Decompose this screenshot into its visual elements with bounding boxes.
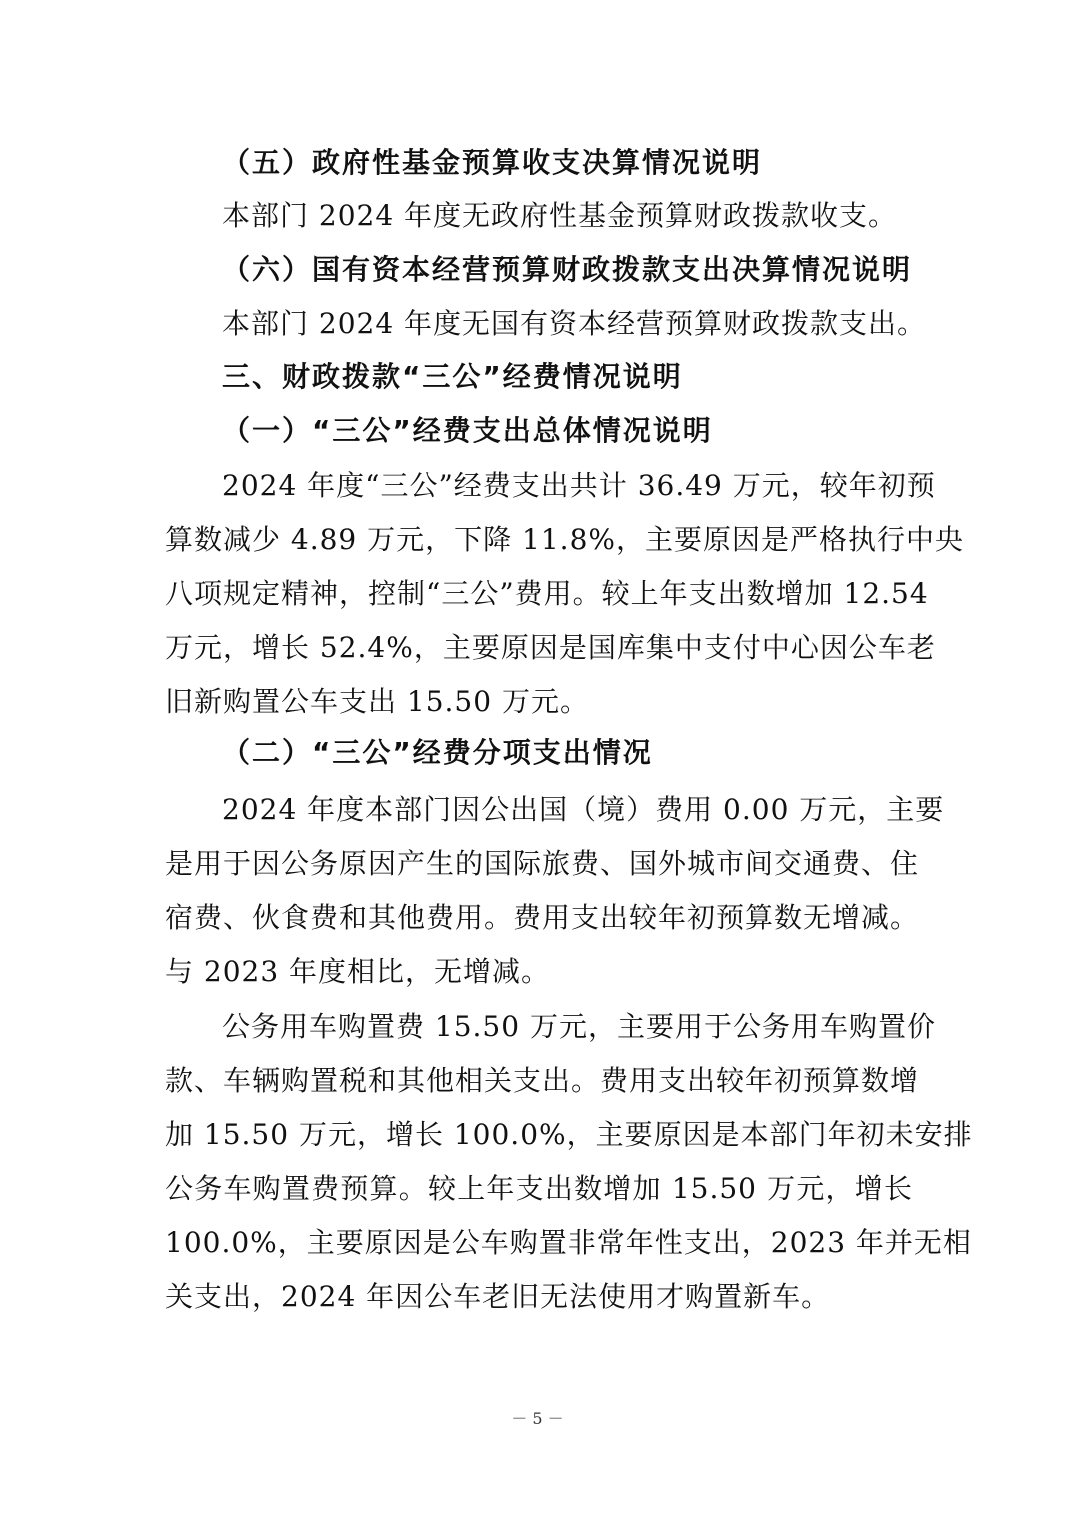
section-5-text: 本部门 2024 年度无政府性基金预算财政拨款收支。 <box>222 199 898 232</box>
section-5-heading: （五）政府性基金预算收支决算情况说明 <box>222 146 763 179</box>
paragraph-line: 八项规定精神，控制“三公”费用。较上年支出数增加 12.54 <box>165 577 929 610</box>
page-number: － 5 － <box>511 1409 564 1428</box>
paragraph-line: 算数减少 4.89 万元，下降 11.8%，主要原因是严格执行中央 <box>165 523 964 556</box>
paragraph-line: 2024 年度“三公”经费支出共计 36.49 万元，较年初预 <box>222 469 936 502</box>
paragraph-line: 旧新购置公车支出 15.50 万元。 <box>165 685 589 718</box>
part-3-2-heading: （二）“三公”经费分项支出情况 <box>222 736 653 769</box>
paragraph-line: 关支出，2024 年因公车老旧无法使用才购置新车。 <box>165 1280 831 1313</box>
part-3-1-heading: （一）“三公”经费支出总体情况说明 <box>222 414 713 447</box>
part-3-heading: 三、财政拨款“三公”经费情况说明 <box>222 360 683 393</box>
paragraph-line: 万元，增长 52.4%，主要原因是国库集中支付中心因公车老 <box>165 631 936 664</box>
paragraph-line: 公务车购置费预算。较上年支出数增加 15.50 万元，增长 <box>165 1172 913 1205</box>
paragraph-line: 与 2023 年度相比，无增减。 <box>165 955 551 988</box>
section-6-heading: （六）国有资本经营预算财政拨款支出决算情况说明 <box>222 253 913 286</box>
paragraph-line: 宿费、伙食费和其他费用。费用支出较年初预算数无增减。 <box>165 901 920 934</box>
paragraph-line: 款、车辆购置税和其他相关支出。费用支出较年初预算数增 <box>165 1064 920 1097</box>
paragraph-line: 是用于因公务原因产生的国际旅费、国外城市间交通费、住 <box>165 847 920 880</box>
paragraph-line: 加 15.50 万元，增长 100.0%，主要原因是本部门年初未安排 <box>165 1118 973 1151</box>
paragraph-line: 公务用车购置费 15.50 万元，主要用于公务用车购置价 <box>222 1010 936 1043</box>
paragraph-line: 100.0%，主要原因是公车购置非常年性支出，2023 年并无相 <box>165 1226 972 1259</box>
section-6-text: 本部门 2024 年度无国有资本经营预算财政拨款支出。 <box>222 307 927 340</box>
paragraph-line: 2024 年度本部门因公出国（境）费用 0.00 万元，主要 <box>222 793 945 826</box>
